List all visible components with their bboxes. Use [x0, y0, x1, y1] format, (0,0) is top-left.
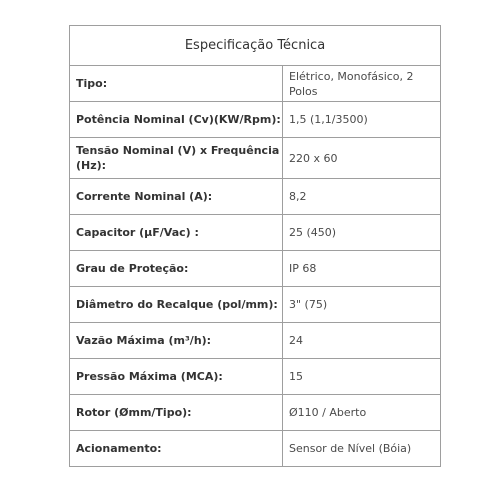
spec-table: [69, 25, 441, 467]
table-row-grau-protecao: [70, 251, 441, 287]
table-header-row: [70, 26, 441, 66]
table-row-capacitor: [70, 215, 441, 251]
row-value: 220 x 60: [283, 138, 441, 179]
row-label: Pressão Máxima (MCA):: [70, 359, 283, 395]
row-label: Capacitor (µF/Vac) :: [70, 215, 283, 251]
row-value: IP 68: [283, 251, 441, 287]
row-label: Corrente Nominal (A):: [70, 179, 283, 215]
row-value: 15: [283, 359, 441, 395]
table-row-acionamento: [70, 431, 441, 467]
table-row-potencia: [70, 102, 441, 138]
row-value: 8,2: [283, 179, 441, 215]
row-label: Potência Nominal (Cv)(KW/Rpm):: [70, 102, 283, 138]
row-value: Elétrico, Monofásico, 2 Polos: [283, 66, 441, 102]
row-value: 25 (450): [283, 215, 441, 251]
row-value: 24: [283, 323, 441, 359]
table-row-tensao: [70, 138, 441, 179]
table-row-corrente: [70, 179, 441, 215]
table-row-rotor: [70, 395, 441, 431]
row-value: 3" (75): [283, 287, 441, 323]
row-value: Ø110 / Aberto: [283, 395, 441, 431]
row-label: Tipo:: [70, 66, 283, 102]
row-value: 1,5 (1,1/3500): [283, 102, 441, 138]
row-label: Rotor (Ømm/Tipo):: [70, 395, 283, 431]
row-label: Vazão Máxima (m³/h):: [70, 323, 283, 359]
table-row-pressao: [70, 359, 441, 395]
table-title: Especificação Técnica: [70, 26, 441, 66]
row-label: Acionamento:: [70, 431, 283, 467]
row-value: Sensor de Nível (Bóia): [283, 431, 441, 467]
row-label: Grau de Proteção:: [70, 251, 283, 287]
table-row-diametro-recalque: [70, 287, 441, 323]
table-row-tipo: [70, 66, 441, 102]
row-label: Diâmetro do Recalque (pol/mm):: [70, 287, 283, 323]
table-row-vazao: [70, 323, 441, 359]
row-label: Tensão Nominal (V) x Frequência (Hz):: [70, 138, 283, 179]
